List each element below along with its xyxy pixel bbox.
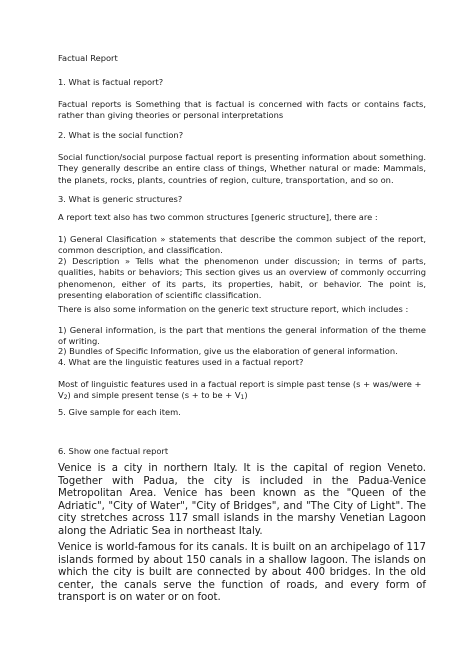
question-6: 6. Show one factual report	[58, 446, 169, 456]
question-4: 4. What are the linguistic features used in a factual report?	[58, 357, 304, 367]
question-3: 3. What is generic structures?	[58, 194, 183, 204]
structure-intro: A report text also has two common structures [generic structure], there are :	[58, 212, 378, 222]
answer-4	[58, 379, 426, 402]
document-title: Factual Report	[58, 53, 118, 63]
specific-information-item: 2) Bundles of Specific Information, give us the elaboration of general information.	[58, 346, 398, 356]
general-classification-item: 1) General Clasification » statements that describe the common subject of the report, common description, and classification.	[58, 234, 426, 256]
answer-2: Social function/social purpose factual report is presenting information about something. They generally describe an entire class of things, Whether natural or made: Mammals, the planets, rocks, plants, countries of region, culture, transportation, and so on.	[58, 152, 426, 185]
sample-report-paragraph-1: Venice is a city in northern Italy. It is the capital of region Veneto. Together with Padua, the city is included in the Padua-Venice Metropolitan Area. Venice has been known as the "Queen of the Adriatic", "City of Water", "City of Bridges", and "The City of Light". The city stretches across 117 small islands in the marshy Venetian Lagoon along the Adriatic Sea in northeast Italy.	[58, 463, 426, 537]
present-verb-subscript: 1	[240, 394, 245, 402]
answer-4-part-1: Most of linguistic features used in a factual report is simple past tense (s + was/were + V	[58, 379, 422, 401]
generic-info-intro: There is also some information on the generic text structure report, which includes :	[58, 304, 409, 314]
description-item: 2) Description » Tells what the phenomenon under discussion; in terms of parts, qualities, habits or behaviors; This section gives us an overview of commonly occurring phenomenon, either of its parts, its properties, habit, or behavior. The point is, presenting elaboration of scientific classification.	[58, 256, 426, 301]
past-verb-subscript: 2	[63, 394, 68, 402]
question-1: 1. What is factual report?	[58, 77, 164, 87]
question-2: 2. What is the social function?	[58, 130, 184, 140]
question-5: 5. Give sample for each item.	[58, 407, 181, 417]
answer-4-part-2: ) and simple present tense (s + to be + V	[67, 390, 241, 401]
general-information-item: 1) General information, is the part that mentions the general information of the theme of writing.	[58, 325, 426, 347]
answer-1: Factual reports is Something that is factual is concerned with facts or contains facts, rather than giving theories or personal interpretations	[58, 99, 426, 121]
answer-4-part-3: )	[244, 390, 248, 401]
sample-report-paragraph-2: Venice is world-famous for its canals. It is built on an archipelago of 117 islands formed by about 150 canals in a shallow lagoon. The islands on which the city is built are connected by about 400 bridges. In the old center, the canals serve the function of roads, and every form of transport is on water or on foot.	[58, 542, 426, 603]
